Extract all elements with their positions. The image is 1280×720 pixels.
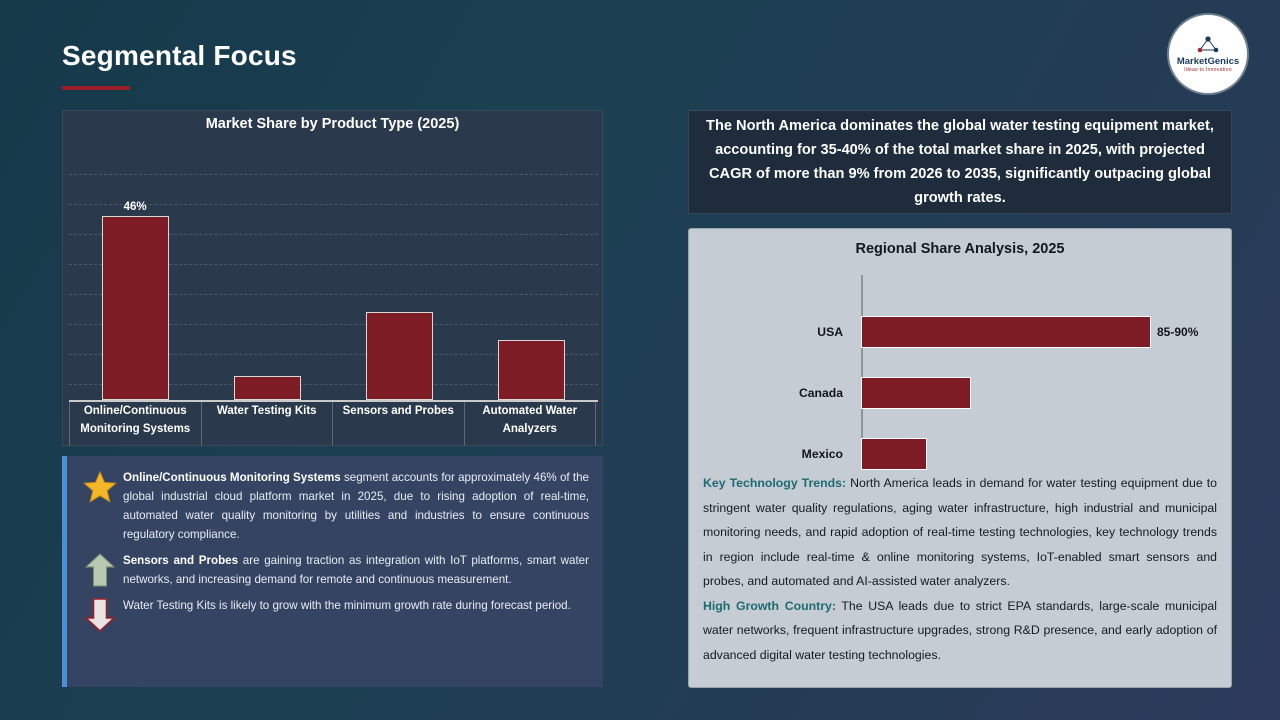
up-arrow-icon	[77, 551, 123, 589]
regional-callout-box	[688, 110, 1232, 214]
bar-automated-water-analyzers	[498, 340, 565, 400]
hbar-category-label: USA	[817, 325, 843, 339]
bar-sensors-and-probes	[366, 312, 433, 400]
down-arrow-icon	[77, 596, 123, 632]
category-label: Online/Continuous Monitoring Systems	[69, 402, 201, 446]
product-type-chart-panel	[62, 110, 603, 446]
insight-lead: Online/Continuous Monitoring Systems	[123, 471, 341, 484]
bar-value-label: 46%	[123, 201, 147, 213]
horizontal-bar-chart-plot-area	[703, 271, 1213, 463]
insight-text	[123, 551, 589, 589]
insight-text	[123, 596, 589, 632]
bar-slot	[201, 142, 333, 400]
company-logo	[1169, 15, 1247, 93]
bar-chart-plot-area	[63, 142, 604, 402]
segment-insights-box	[62, 456, 603, 687]
hbar-row	[703, 315, 1213, 349]
bar-slot	[466, 142, 598, 400]
insight-lead: Sensors and Probes	[123, 554, 239, 567]
chart-title-regional-share: Regional Share Analysis, 2025	[855, 241, 1065, 257]
category-axis-labels	[69, 402, 596, 446]
paragraph-body: The USA leads due to strict EPA standards, large-scale municipal water networks, frequent infrastructure upgrades, strong R&D presence, and early adoption of advanced digital water testing technologies.	[703, 598, 1217, 662]
paragraph-lead: Key Technology Trends:	[703, 476, 847, 490]
network-nodes-icon	[1195, 35, 1221, 55]
paragraph-high-growth-country	[703, 594, 1217, 668]
insight-item	[77, 551, 589, 589]
callout-text: The North America dominates the global water testing equipment market, accounting for 35-40% of the total market share in 2025, with projected CAGR of more than 9% from 2026 to 2035, significantly outpacing global growth rates.	[706, 118, 1214, 206]
bar-online-continuous-monitoring-systems	[102, 216, 169, 400]
logo-tagline: Ideas to Innovation	[1184, 67, 1232, 73]
hbar-category-label: Canada	[798, 386, 843, 400]
bar-slot	[334, 142, 466, 400]
category-label: Automated Water Analyzers	[464, 402, 597, 446]
hbar-row	[703, 376, 1213, 410]
chart-title-product-type: Market Share by Product Type (2025)	[205, 116, 460, 132]
page-title: Segmental Focus	[62, 40, 297, 71]
insight-item	[77, 596, 589, 632]
paragraph-key-technology-trends	[703, 471, 1217, 594]
logo-company-name: MarketGenics	[1176, 56, 1240, 67]
paragraph-lead: High Growth Country:	[703, 598, 836, 613]
insight-body: Water Testing Kits is likely to grow with the minimum growth rate during forecast period.	[123, 599, 571, 612]
regional-analysis-text	[703, 471, 1217, 667]
bar-slot	[69, 142, 201, 400]
hbar-usa	[861, 316, 1151, 348]
bar-water-testing-kits	[234, 376, 301, 400]
hbar-canada	[861, 377, 971, 409]
hbar-row	[703, 437, 1213, 471]
title-underline	[62, 86, 130, 90]
hbar-mexico	[861, 438, 927, 470]
category-label: Water Testing Kits	[201, 402, 333, 446]
hbar-value-label: 85-90%	[1157, 325, 1199, 339]
bar-series	[69, 142, 598, 400]
insight-item	[77, 468, 589, 544]
y-axis-line	[861, 275, 863, 457]
insight-body: are gaining traction as integration with IoT platforms, smart water networks, and increasing demand for remote and continuous measurement.	[123, 554, 589, 586]
paragraph-body: North America leads in demand for water testing equipment due to stringent water quality regulations, aging water infrastructure, high industrial and municipal monitoring needs, and rapid adoption of real-time testing technologies, key technology trends in region include real-time & online monitoring systems, IoT-enabled smart sensors and probes, and automated and AI-assisted water analyzers.	[703, 476, 1217, 588]
insight-body: segment accounts for approximately 46% of the global industrial cloud platform market in 2025, due to rising adoption of real-time, automated water quality monitoring by utilities and industries to ensure continuous regulatory compliance.	[123, 471, 589, 541]
star-icon	[77, 468, 123, 544]
category-label: Sensors and Probes	[332, 402, 464, 446]
insight-text	[123, 468, 589, 544]
regional-share-panel	[688, 228, 1232, 688]
hbar-category-label: Mexico	[801, 447, 843, 461]
